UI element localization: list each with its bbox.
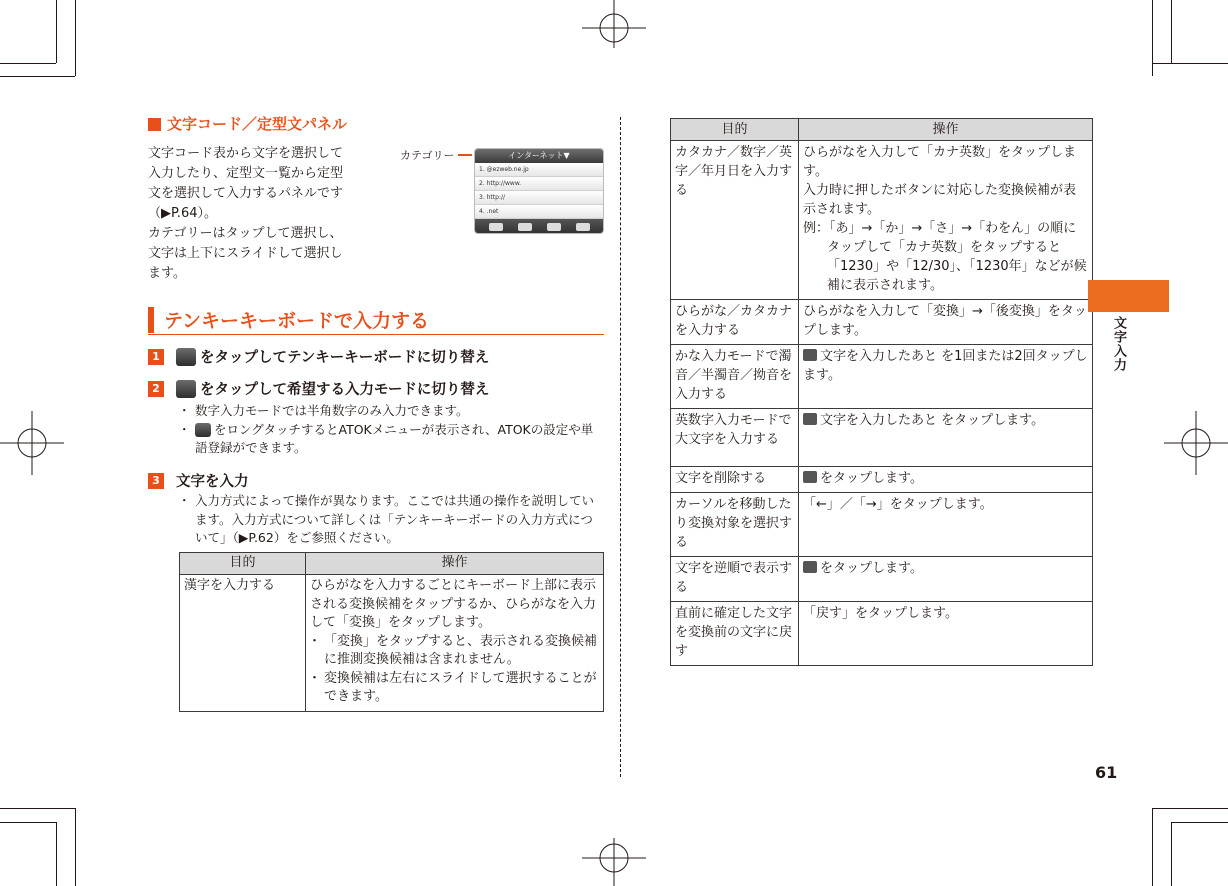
crop-mark bbox=[1152, 808, 1153, 886]
table-row: ひらがな／カタカナを入力する ひらがなを入力して「変換」→「後変換」をタップします。 bbox=[671, 300, 1093, 345]
table-row: カタカナ／数字／英字／年月日を入力する ひらがなを入力して「カナ英数」をタップします。 入力時に押したボタンに対応した変換候補が表示されます。 例：「あ」→「か」→「さ」→「わをん」の順にタップして「カナ英数」をタップすると「1230」や「12/30」、「1230年」などが候補に表示されます。 bbox=[671, 141, 1093, 300]
table-row: 英数字入力モードで大文字を入力する 文字を入力したあと をタップします。 bbox=[671, 409, 1093, 467]
list-item: ・ 入力方式によって操作が異なります。ここでは共通の操作を説明しています。入力方式について詳しくは「テンキーキーボードの入力方式について」（▶P.62）をご参照ください。 bbox=[180, 492, 604, 548]
chapter-tab-label: 文字入力 bbox=[1111, 316, 1126, 372]
column-divider bbox=[620, 117, 621, 777]
table-row: 直前に確定した文字を変換前の文字に戻す 「戻す」をタップします。 bbox=[671, 602, 1093, 666]
table-row: 漢字を入力する ひらがなを入力するごとにキーボード上部に表示される変換候補をタップするか、ひらがなを入力して「変換」をタップします。 ・ 「変換」をタップすると、表示される変換候補に推測変換候補は含まれません。 ・ 変換候補は左右にスライドして選択することができます。 bbox=[180, 575, 604, 712]
crop-mark bbox=[0, 822, 56, 823]
list-item: ・ 数字入力モードでは半角数字のみ入力できます。 bbox=[180, 402, 604, 421]
crop-mark bbox=[1152, 63, 1228, 64]
crop-mark bbox=[1171, 822, 1228, 823]
crop-mark bbox=[0, 76, 75, 77]
registration-mark bbox=[582, 822, 646, 886]
step-2-notes bbox=[180, 402, 604, 458]
input-mode-icon bbox=[195, 423, 211, 437]
step-1: 1 をタップしてテンキーキーボードに切り替え bbox=[148, 346, 489, 367]
input-mode-icon bbox=[176, 380, 196, 398]
registration-mark bbox=[0, 411, 64, 475]
table-row: 文字を削除する をタップします。 bbox=[671, 467, 1093, 493]
key-icon bbox=[518, 223, 532, 231]
crop-mark bbox=[1152, 808, 1228, 809]
kanji-table: 目的 操作 漢字を入力する ひらがなを入力するごとにキーボード上部に表示される変換候補をタップするか、ひらがなを入力して「変換」をタップします。 ・ 「変換」をタップすると、表示される変換候補に推測変換候補は含まれません。 ・ 変換候補は左右にスライドして選択することができます。 bbox=[179, 552, 604, 712]
list-item: ・ 「変換」をタップすると、表示される変換候補に推測変換候補は含まれません。 bbox=[310, 633, 599, 670]
operations-table: 目的 操作 カタカナ／数字／英字／年月日を入力する ひらがなを入力して「カナ英数」をタップします。 入力時に押したボタンに対応した変換候補が表示されます。 例：「あ」→「か」→「さ」→「わをん」の順にタップして「カナ英数」をタップすると「1230」や「12/30」、「1230年」などが候補に表示されます。 ひらがな／カタカナを入力する ひらがなを入力して「変換」→「後変換」をタップします。 かな入力モードで濁音／半濁音／拗音を入力する 文字を入力したあと を1回または2回タップします。 英数字入力モードで大文字を入力する 文字を入力したあと をタップします。 文字を削除する をタップします。 カーソルを移動したり変換対象を選択する 「←」／「→」をタップします。 文字を逆順で表示する をタップします。 直前に確定した文字を変換前の文字に戻す 「戻す」をタップします。 bbox=[670, 118, 1093, 666]
list-item: ・ をロングタッチするとATOKメニューが表示され、ATOKの設定や単語登録ができます。 bbox=[180, 421, 604, 458]
crop-mark bbox=[1171, 822, 1172, 886]
section-heading: テンキーキーボードで入力する bbox=[148, 305, 604, 335]
key-icon bbox=[576, 223, 590, 231]
crop-mark bbox=[56, 822, 57, 886]
chapter-tab bbox=[1088, 280, 1169, 312]
registration-mark bbox=[1164, 411, 1228, 475]
phrase-row: 3. http:// bbox=[475, 191, 603, 205]
list-item: ・ 変換候補は左右にスライドして選択することができます。 bbox=[310, 670, 599, 707]
step-3-notes bbox=[180, 492, 604, 548]
crop-mark bbox=[0, 63, 56, 64]
intro-text: 文字コード表から文字を選択して 入力したり、定型文一覧から定型 文を選択して入力するパネルです （▶P.64）。 カテゴリーはタップして選択し、 文字は上下にスライドして選択し ます。 bbox=[148, 146, 344, 281]
backspace-key-icon bbox=[803, 471, 817, 483]
crop-mark bbox=[1171, 0, 1172, 63]
keyboard-switch-icon bbox=[176, 348, 196, 366]
page-number: 61 bbox=[1095, 763, 1118, 782]
crop-mark bbox=[1152, 0, 1153, 76]
step-2: 2 をタップして希望する入力モードに切り替え bbox=[148, 378, 489, 399]
figure-label: カテゴリー bbox=[400, 147, 472, 163]
crop-mark bbox=[75, 808, 76, 886]
panel-screenshot bbox=[474, 148, 604, 234]
square-bullet-icon bbox=[148, 118, 161, 131]
category-selector: インターネット▼ bbox=[475, 149, 603, 163]
heading-bar bbox=[148, 307, 154, 333]
crop-mark bbox=[56, 0, 57, 63]
left-column bbox=[148, 114, 604, 704]
crop-mark bbox=[75, 0, 76, 76]
crop-mark bbox=[0, 808, 75, 809]
step-3: 3 文字を入力 bbox=[148, 470, 249, 491]
panel-keys bbox=[475, 219, 603, 234]
leader-line bbox=[458, 154, 472, 156]
case-toggle-key-icon bbox=[803, 413, 817, 425]
section-title: 文字コード／定型文パネル bbox=[148, 114, 604, 134]
reverse-key-icon bbox=[803, 561, 817, 573]
key-icon bbox=[547, 223, 561, 231]
registration-mark bbox=[582, 0, 646, 64]
table-row: 文字を逆順で表示する をタップします。 bbox=[671, 557, 1093, 602]
table-row: かな入力モードで濁音／半濁音／拗音を入力する 文字を入力したあと を1回または2回タップします。 bbox=[671, 345, 1093, 409]
phrase-row: 4. .net bbox=[475, 205, 603, 219]
key-icon bbox=[489, 223, 503, 231]
dakuten-key-icon bbox=[803, 349, 817, 361]
phrase-row: 1. @ezweb.ne.jp bbox=[475, 163, 603, 177]
table-row: カーソルを移動したり変換対象を選択する 「←」／「→」をタップします。 bbox=[671, 493, 1093, 557]
phrase-row: 2. http://www. bbox=[475, 177, 603, 191]
